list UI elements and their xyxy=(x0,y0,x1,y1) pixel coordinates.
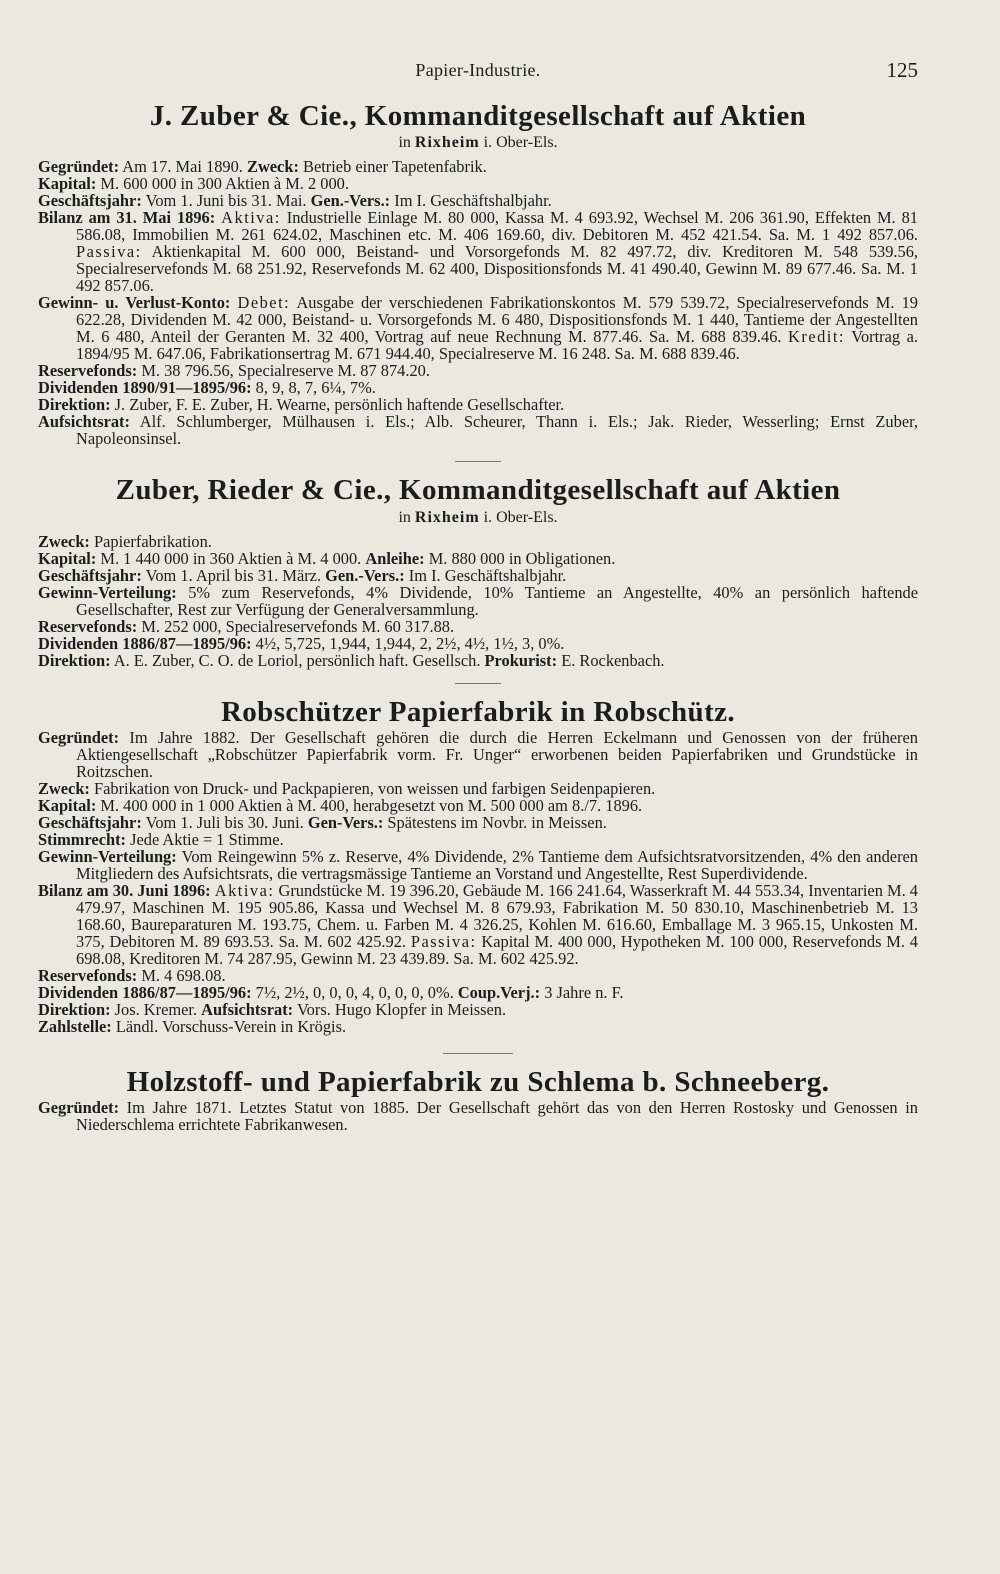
entry xyxy=(38,396,918,413)
entry xyxy=(38,175,918,192)
entry-label: Anleihe: xyxy=(365,548,425,568)
entry-subhead: Debet: xyxy=(237,293,291,313)
entry xyxy=(38,882,918,967)
running-head xyxy=(38,58,918,88)
entry-text: J. Zuber, F. E. Zuber, H. Wearne, persönlich haftende Gesellschafter. xyxy=(114,395,565,415)
entry-text: Jos. Kremer. xyxy=(114,1000,198,1020)
entry-text: Vortrag a. 1894/95 M. 647.06, Fabrikationsertrag M. 671 944.40, Specialreserve M. 16 248. Sa. M. 688 839.46. xyxy=(76,327,918,364)
entry-text: 4½, 5,725, 1,944, 1,944, 2, 2½, 4½, 1½, 3, 0%. xyxy=(255,633,565,653)
company-title: Zuber, Rieder & Cie., Kommanditgesellschaft auf Aktien xyxy=(115,474,841,507)
entry xyxy=(38,967,918,984)
entry-subhead: Passiva: xyxy=(76,242,142,262)
entry-text: M. 252 000, Specialreservefonds M. 60 317.88. xyxy=(141,616,455,636)
company-section xyxy=(38,696,918,1035)
entry-label: Dividenden 1886/87—1895/96: xyxy=(38,983,252,1003)
entry-text: Im I. Geschäftshalbjahr. xyxy=(408,565,567,585)
entry-label: Prokurist: xyxy=(484,650,558,670)
entry-text: M. 400 000 in 1 000 Aktien à M. 400, herabgesetzt von M. 500 000 am 8./7. 1896. xyxy=(100,796,643,816)
entry-text: 7½, 2½, 0, 0, 0, 4, 0, 0, 0, 0%. xyxy=(255,983,454,1003)
location-suffix: i. Ober-Els. xyxy=(483,134,558,152)
entry-label: Gegründet: xyxy=(38,728,120,748)
entry-label: Direktion: xyxy=(38,395,111,415)
entry-label: Gegründet: xyxy=(38,1098,120,1118)
entry-text: Im Jahre 1882. Der Gesellschaft gehören die durch die Herren Eckelmann und Genossen von der früheren Aktiengesellschaft „Robschützer Papierfabrik vorm. Fr. Unger“ erworbenen beiden Papierfabriken und Grundstücke in Roitzschen. xyxy=(76,728,918,782)
entry-label: Geschäftsjahr: xyxy=(38,813,142,833)
entry-label: Aufsichtsrat: xyxy=(201,1000,294,1020)
section-divider xyxy=(443,1053,513,1054)
entry-text: Im Jahre 1871. Letztes Statut von 1885. Der Gesellschaft gehört das von den Herren Rostosky und Genossen in Niederschlema errichtete Fabrikanwesen. xyxy=(76,1098,918,1135)
entry-text: Fabrikation von Druck- und Packpapieren, von weissen und farbigen Seidenpapieren. xyxy=(94,779,656,799)
entry-label: Kapital: xyxy=(38,548,97,568)
entry-label: Gen-Vers.: xyxy=(307,813,384,833)
entry-label: Zweck: xyxy=(38,779,90,799)
entry-text: Ausgabe der verschiedenen Fabrikationskontos M. 579 539.72, Specialreservefonds M. 19 622.28, Dividenden M. 42 000, Beistand- u. Vorsorgefonds M. 6 480, Dispositionsfonds M. 1 440, Tantieme der Angestellten M. 6 480, Anteil der Geranten M. 32 400, Vortrag auf neue Rechnung M. 877.46. Sa. M. 688 839.46. xyxy=(76,293,918,347)
entry xyxy=(38,831,918,848)
entry xyxy=(38,192,918,209)
entry-text: Kapital M. 400 000, Hypotheken M. 100 000, Reservefonds M. 4 698.08, Kreditoren M. 74 287.95, Gewinn M. 23 439.89. Sa. M. 602 425.92. xyxy=(76,932,918,969)
company-title: Robschützer Papierfabrik in Robschütz. xyxy=(220,695,736,728)
entry-subhead: Passiva: xyxy=(410,932,477,952)
entry-text: Vom 1. April bis 31. März. xyxy=(145,565,322,585)
entry-label: Reservefonds: xyxy=(38,616,138,636)
entry-text: M. 38 796.56, Specialreserve M. 87 874.20. xyxy=(141,361,430,381)
entry-text: M. 880 000 in Obligationen. xyxy=(428,548,616,568)
entry-text: Alf. Schlumberger, Mülhausen i. Els.; Alb. Scheurer, Thann i. Els.; Jak. Rieder, Wesserling; Ernst Zuber, Napoleonsinsel. xyxy=(76,412,918,449)
entry-label: Gewinn- u. Verlust-Konto: xyxy=(38,293,231,313)
entry-label: Direktion: xyxy=(38,650,111,670)
entry-label: Dividenden 1890/91—1895/96: xyxy=(38,378,252,398)
entry-label: Gen.-Vers.: xyxy=(325,565,405,585)
entry-text: E. Rockenbach. xyxy=(561,650,665,670)
entry xyxy=(38,584,918,618)
entry xyxy=(38,209,918,294)
entry xyxy=(38,567,918,584)
entry-subhead: Aktiva: xyxy=(214,881,275,901)
entry xyxy=(38,984,918,1001)
location-suffix: i. Ober-Els. xyxy=(483,508,558,526)
company-location xyxy=(38,509,918,527)
entry-label: Gewinn-Verteilung: xyxy=(38,847,177,867)
entry-text: Aktienkapital M. 600 000, Beistand- und Vorsorgefonds M. 82 497.72, div. Kreditoren M. 548 539.56, Specialreservefonds M. 68 251.92, Reservefonds M. 62 400, Dispositionsfonds M. 41 490.40, Gewinn M. 89 677.46. Sa. M. 1 492 857.06. xyxy=(76,242,918,296)
entry xyxy=(38,533,918,550)
entry xyxy=(38,1018,918,1035)
company-title: J. Zuber & Cie., Kommanditgesellschaft auf Aktien xyxy=(149,100,807,132)
sections-container xyxy=(38,100,918,1133)
entry-text: Am 17. Mai 1890. xyxy=(122,157,243,177)
running-title: Papier-Industrie. xyxy=(415,60,541,80)
entry-text: M. 4 698.08. xyxy=(141,966,226,986)
entry-label: Gen.-Vers.: xyxy=(310,191,391,211)
page-number: 125 xyxy=(886,58,918,82)
company-title: Holzstoff- und Papierfabrik zu Schlema b. Schneeberg. xyxy=(126,1066,830,1099)
entry-label: Geschäftsjahr: xyxy=(38,565,142,585)
entry-text: Vom 1. Juli bis 30. Juni. xyxy=(145,813,304,833)
entry-label: Reservefonds: xyxy=(38,361,138,381)
entry-label: Kapital: xyxy=(38,796,97,816)
location-place: Rixheim xyxy=(414,508,480,526)
entry xyxy=(38,413,918,447)
entry-label: Bilanz am 31. Mai 1896: xyxy=(38,208,216,228)
entry xyxy=(38,729,918,780)
entry xyxy=(38,635,918,652)
entry xyxy=(38,797,918,814)
entry-label: Bilanz am 30. Juni 1896: xyxy=(38,881,211,901)
entry-text: Industrielle Einlage M. 80 000, Kassa M. 4 693.92, Wechsel M. 206 361.90, Effekten M. 81 586.08, Immobilien M. 261 624.02, Maschinen etc. M. 406 169.60, div. Debitoren M. 452 421.54. Sa. M. 1 492 857.06. xyxy=(76,208,918,245)
company-section xyxy=(38,474,918,668)
entry-text: Vom 1. Juni bis 31. Mai. xyxy=(145,191,307,211)
entry-subhead: Kredit: xyxy=(788,327,845,347)
entry-label: Coup.Verj.: xyxy=(457,983,541,1003)
location-prefix: in xyxy=(398,508,411,526)
entry xyxy=(38,294,918,362)
entry xyxy=(38,814,918,831)
entry xyxy=(38,1001,918,1018)
entry-text: 5% zum Reservefonds, 4% Dividende, 10% Tantieme an Angestellte, 40% an persönlich haftende Gesellschafter, Rest zur Verfügung der Generalversammlung. xyxy=(76,582,918,619)
entry-subhead: Aktiva: xyxy=(221,208,281,228)
entry-text: Betrieb einer Tapetenfabrik. xyxy=(303,157,487,177)
entry-text: M. 1 440 000 in 360 Aktien à M. 4 000. xyxy=(100,548,362,568)
entry-label: Gewinn-Verteilung: xyxy=(38,582,177,602)
entry-text: Vom Reingewinn 5% z. Reserve, 4% Dividende, 2% Tantieme dem Aufsichtsratvorsitzenden, 4% den anderen Mitgliedern des Aufsichtsrats, die vertragsmässige Tantieme an Vorstand und Angestellte, Rest Superdividende. xyxy=(76,847,918,884)
entry xyxy=(38,362,918,379)
entry-label: Geschäftsjahr: xyxy=(38,191,142,211)
entry xyxy=(38,652,918,669)
section-divider xyxy=(455,683,501,684)
entry-text: Im I. Geschäftshalbjahr. xyxy=(394,191,552,211)
entry-text: Spätestens im Novbr. in Meissen. xyxy=(387,813,607,833)
entry-label: Dividenden 1886/87—1895/96: xyxy=(38,633,252,653)
entry xyxy=(38,550,918,567)
entry-label: Zweck: xyxy=(38,531,90,551)
entry xyxy=(38,158,918,175)
entry-label: Aufsichtsrat: xyxy=(38,412,130,432)
entry-label: Gegründet: xyxy=(38,157,120,177)
company-section xyxy=(38,1066,918,1133)
entry xyxy=(38,1099,918,1133)
company-location xyxy=(38,134,918,152)
location-prefix: in xyxy=(398,134,411,152)
entry-label: Direktion: xyxy=(38,1000,111,1020)
entry xyxy=(38,848,918,882)
entry-text: 3 Jahre n. F. xyxy=(544,983,624,1003)
entry-text: 8, 9, 8, 7, 6¼, 7%. xyxy=(255,378,376,398)
entry-text: A. E. Zuber, C. O. de Loriol, persönlich haft. Gesellsch. xyxy=(113,650,481,670)
entry-text: Vors. Hugo Klopfer in Meissen. xyxy=(296,1000,507,1020)
entry-label: Reservefonds: xyxy=(38,966,138,986)
entry-label: Zweck: xyxy=(247,157,299,177)
entry-label: Zahlstelle: xyxy=(38,1017,112,1037)
entry-text: Jede Aktie = 1 Stimme. xyxy=(130,830,284,850)
entry xyxy=(38,379,918,396)
entry-text: M. 600 000 in 300 Aktien à M. 2 000. xyxy=(100,174,349,194)
company-section xyxy=(38,100,918,447)
entry xyxy=(38,780,918,797)
entry-label: Kapital: xyxy=(38,174,97,194)
location-place: Rixheim xyxy=(414,134,480,152)
entry-text: Grundstücke M. 19 396.20, Gebäude M. 166 241.64, Wasserkraft M. 44 553.34, Inventarien M. 4 479.97, Maschinen M. 195 905.86, Kassa und Wechsel M. 8 679.93, Fabrikation M. 50 830.10, Maschinenbetrieb M. 13 168.60, Baureparaturen M. 193.75, Chem. u. Farben M. 4 326.25, Kohlen M. 616.60, Emballage M. 3 965.15, Unkosten M. 375, Debitoren M. 89 693.53. Sa. M. 602 425.92. xyxy=(76,881,918,952)
entry-label: Stimmrecht: xyxy=(38,830,126,850)
entry xyxy=(38,618,918,635)
section-divider xyxy=(455,461,501,462)
entry-text: Papierfabrikation. xyxy=(94,531,212,551)
entry-text: Ländl. Vorschuss-Verein in Krögis. xyxy=(115,1017,347,1037)
